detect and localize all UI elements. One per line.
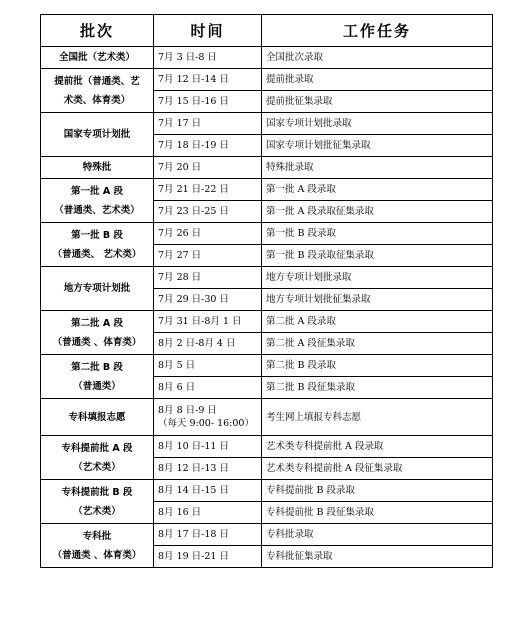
time-cell	[154, 333, 262, 355]
time-text: 8月 2 日-8月 4 日	[158, 338, 236, 349]
time-text: 8月 16 日	[158, 507, 202, 518]
batch-label: 第二批 A 段	[71, 317, 123, 329]
batch-label: 地方专项计划批	[63, 283, 131, 294]
task-cell: 国家专项计划批征集录取	[262, 135, 493, 157]
time-cell	[154, 458, 262, 480]
table-row	[41, 69, 493, 91]
time-cell	[154, 201, 262, 223]
table-row	[41, 436, 493, 458]
table-row	[41, 157, 493, 179]
task-cell: 地方专项计划批录取	[262, 267, 493, 289]
time-cell	[154, 355, 262, 377]
batch-cell	[41, 355, 154, 399]
table-row	[41, 399, 493, 436]
batch-cell	[41, 436, 154, 480]
task-cell: 第二批 A 段征集录取	[262, 333, 493, 355]
time-text: 8月 6 日	[158, 382, 196, 393]
table-row	[41, 355, 493, 377]
task-cell: 地方专项计划批征集录取	[262, 289, 493, 311]
time-text: 7月 18 日-19 日	[158, 140, 229, 151]
time-cell	[154, 289, 262, 311]
batch-cell	[41, 480, 154, 524]
schedule-body	[41, 47, 493, 568]
header-time: 时间	[154, 15, 262, 47]
time-cell	[154, 524, 262, 546]
time-text: 7月 21 日-22 日	[158, 184, 229, 195]
time-text: 8月 5 日	[158, 360, 196, 371]
batch-cell	[41, 113, 154, 157]
batch-label: 全国批（艺术类）	[58, 52, 135, 63]
time-text: 7月 17 日	[158, 118, 202, 129]
batch-cell	[41, 399, 154, 436]
table-row	[41, 480, 493, 502]
batch-cell	[41, 157, 154, 179]
table-row	[41, 179, 493, 201]
task-cell: 第二批 B 段录取	[262, 355, 493, 377]
batch-label: 第一批 A 段	[71, 185, 123, 197]
time-cell	[154, 179, 262, 201]
time-text: 7月 15 日-16 日	[158, 96, 229, 107]
batch-label: 专科批	[82, 530, 112, 542]
batch-label: （普通类、艺术类）	[54, 204, 140, 216]
time-text: 7月 26 日	[158, 228, 202, 239]
time-cell	[154, 480, 262, 502]
time-cell	[154, 267, 262, 289]
time-cell	[154, 245, 262, 267]
batch-cell	[41, 47, 154, 69]
header-batch: 批次	[41, 15, 154, 47]
time-text: 8月 12 日-13 日	[158, 463, 229, 474]
table-row	[41, 267, 493, 289]
time-text: （每天 9:00- 16:00）	[158, 418, 254, 429]
task-cell: 第一批 B 段录取征集录取	[262, 245, 493, 267]
batch-cell	[41, 69, 154, 113]
time-text: 7月 3 日-8 日	[158, 52, 217, 63]
time-text: 8月 17 日-18 日	[158, 529, 229, 540]
time-cell	[154, 135, 262, 157]
task-cell: 第一批 B 段录取	[262, 223, 493, 245]
batch-label: 特殊批	[82, 162, 112, 173]
header-row	[41, 15, 493, 47]
task-cell: 第二批 B 段征集录取	[262, 377, 493, 399]
time-text: 8月 10 日-11 日	[158, 441, 229, 452]
time-text: 7月 12 日-14 日	[158, 74, 229, 85]
time-cell	[154, 311, 262, 333]
batch-label: （艺术类）	[73, 461, 121, 473]
time-cell	[154, 113, 262, 135]
batch-cell	[41, 311, 154, 355]
schedule-table	[40, 14, 493, 568]
table-row	[41, 47, 493, 69]
time-cell	[154, 47, 262, 69]
time-text: 8月 14 日-15 日	[158, 485, 229, 496]
batch-label: 术类、体育类）	[63, 94, 131, 106]
table-row	[41, 311, 493, 333]
batch-label: 专科提前批 A 段	[61, 442, 133, 454]
task-cell: 专科批录取	[262, 524, 493, 546]
task-cell: 第一批 A 段录取征集录取	[262, 201, 493, 223]
time-cell	[154, 377, 262, 399]
table-row	[41, 524, 493, 546]
time-text: 8月 8 日-9 日	[158, 405, 217, 416]
time-cell	[154, 91, 262, 113]
batch-cell	[41, 524, 154, 568]
time-cell	[154, 436, 262, 458]
batch-label: （普通类 、体育类）	[52, 336, 142, 348]
batch-cell	[41, 223, 154, 267]
header-task: 工作任务	[262, 15, 493, 47]
task-cell: 专科提前批 B 段录取	[262, 480, 493, 502]
admission-schedule	[40, 14, 492, 568]
time-cell	[154, 69, 262, 91]
batch-cell	[41, 267, 154, 311]
time-text: 7月 31 日-8月 1 日	[158, 316, 242, 327]
batch-label: （普通类、 艺术类）	[52, 248, 142, 260]
batch-label: 提前批（普通类、艺	[54, 75, 140, 87]
time-text: 8月 19 日-21 日	[158, 551, 229, 562]
time-text: 7月 29 日-30 日	[158, 294, 229, 305]
task-cell: 国家专项计划批录取	[262, 113, 493, 135]
task-cell: 全国批次录取	[262, 47, 493, 69]
batch-label: 第二批 B 段	[71, 361, 123, 373]
batch-label: （艺术类）	[73, 505, 121, 517]
time-text: 7月 28 日	[158, 272, 202, 283]
task-cell: 特殊批录取	[262, 157, 493, 179]
task-cell: 提前批征集录取	[262, 91, 493, 113]
time-cell	[154, 157, 262, 179]
batch-label: 专科提前批 B 段	[61, 486, 133, 498]
task-cell: 考生网上填报专科志愿	[262, 399, 493, 436]
task-cell: 艺术类专科提前批 A 段征集录取	[262, 458, 493, 480]
table-row	[41, 113, 493, 135]
time-text: 7月 27 日	[158, 250, 202, 261]
batch-label: （普通类 、体育类）	[52, 549, 142, 561]
task-cell: 专科提前批 B 段征集录取	[262, 502, 493, 524]
batch-cell	[41, 179, 154, 223]
task-cell: 提前批录取	[262, 69, 493, 91]
task-cell: 专科批征集录取	[262, 546, 493, 568]
task-cell: 第一批 A 段录取	[262, 179, 493, 201]
time-text: 7月 23 日-25 日	[158, 206, 229, 217]
time-cell	[154, 223, 262, 245]
table-row	[41, 223, 493, 245]
time-cell	[154, 546, 262, 568]
batch-label: 国家专项计划批	[63, 129, 131, 140]
task-cell: 第二批 A 段录取	[262, 311, 493, 333]
batch-label: 第一批 B 段	[71, 229, 123, 241]
batch-label: 专科填报志愿	[68, 411, 126, 423]
batch-label: （普通类）	[73, 380, 121, 392]
time-cell	[154, 502, 262, 524]
task-cell: 艺术类专科提前批 A 段录取	[262, 436, 493, 458]
time-text: 7月 20 日	[158, 162, 202, 173]
time-cell	[154, 399, 262, 436]
